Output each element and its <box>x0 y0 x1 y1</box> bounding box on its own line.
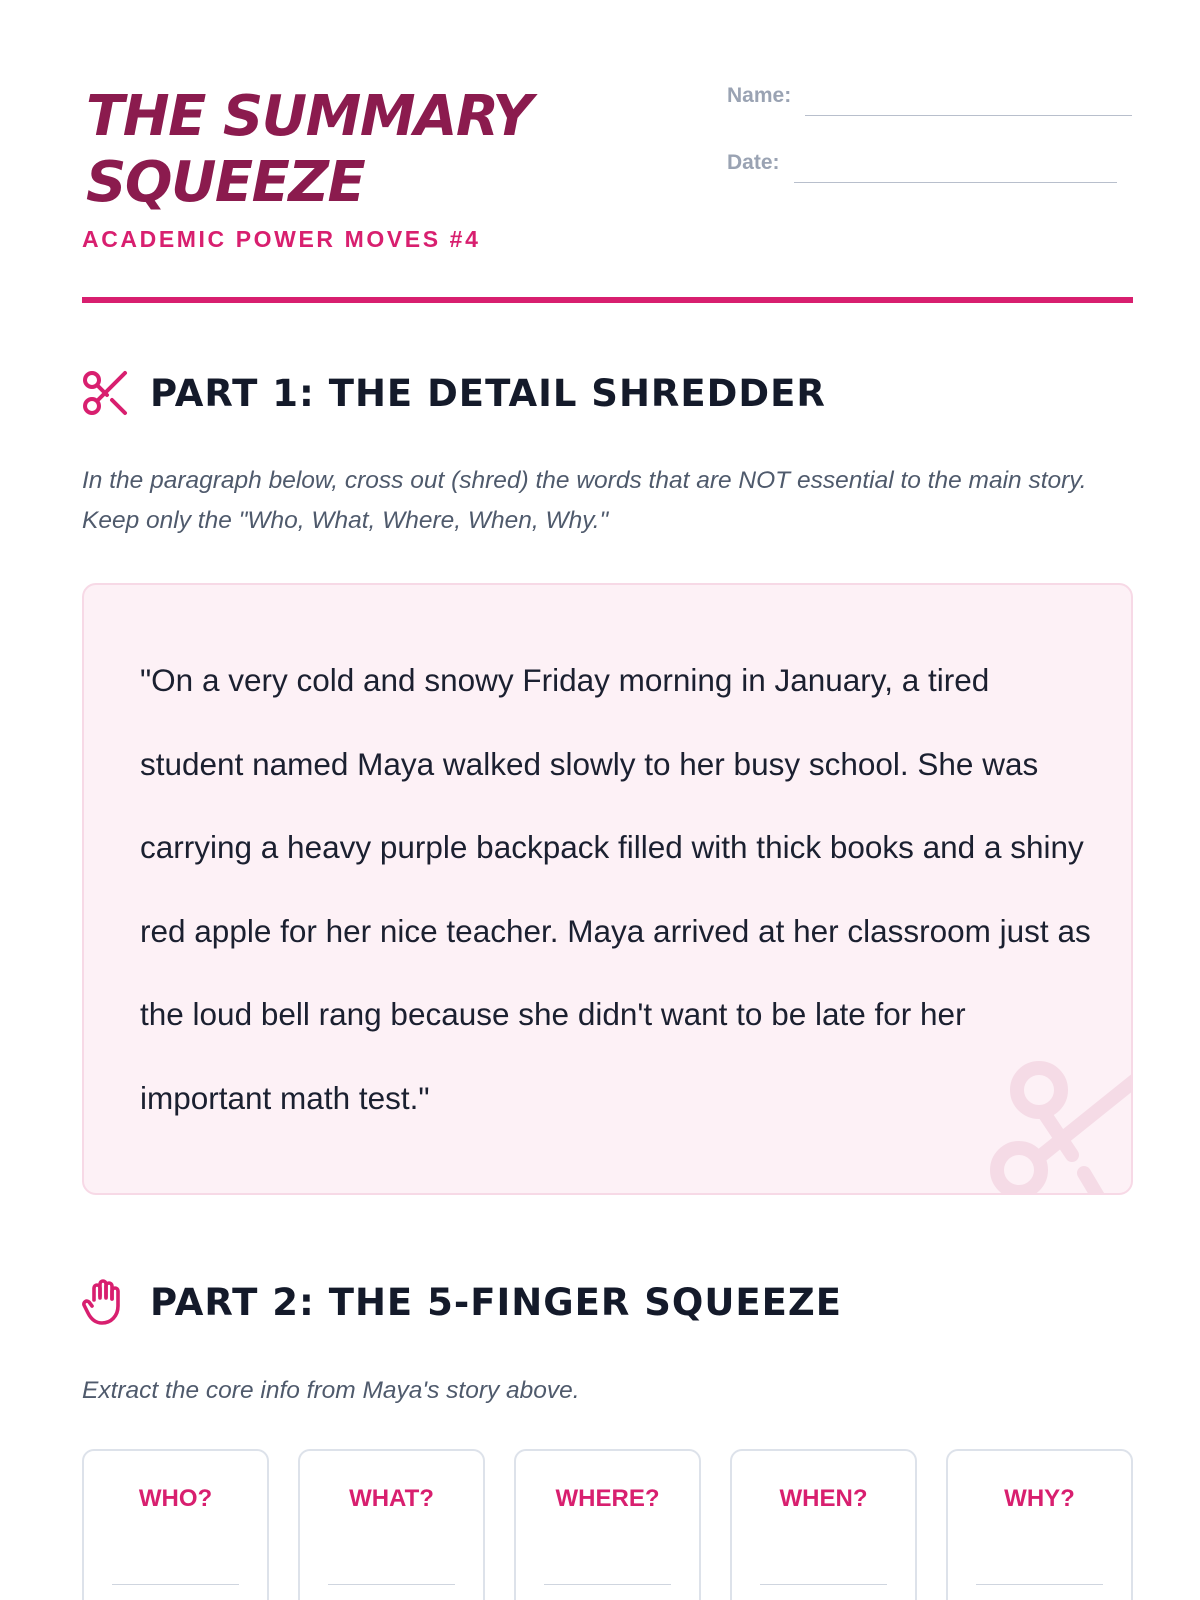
header-divider <box>82 297 1133 303</box>
card-why[interactable] <box>946 1449 1133 1600</box>
card-label: WHO? <box>138 1485 213 1512</box>
answer-line[interactable] <box>112 1584 239 1585</box>
name-line[interactable] <box>805 115 1132 116</box>
card-when[interactable] <box>730 1449 917 1600</box>
part2-heading: PART 2: THE 5-FINGER SQUEEZE <box>150 1280 843 1324</box>
card-label: WHY? <box>1004 1485 1075 1512</box>
date-line[interactable] <box>794 182 1117 183</box>
part2-header <box>82 1278 842 1326</box>
name-label: Name: <box>727 84 792 107</box>
part1-heading: PART 1: THE DETAIL SHREDDER <box>150 371 826 415</box>
scissors-icon <box>82 370 128 416</box>
page-title <box>86 84 706 216</box>
title-line-2: SQUEEZE <box>86 150 365 215</box>
part2-instructions: Extract the core info from Maya's story above. <box>82 1377 580 1404</box>
five-finger-cards <box>82 1449 1133 1600</box>
part1-instructions: In the paragraph below, cross out (shred) the words that are NOT essential to the main story. Keep only the "Who, What, Where, When, Why." <box>82 467 1087 534</box>
card-who[interactable] <box>82 1449 269 1600</box>
answer-line[interactable] <box>760 1584 887 1585</box>
scissors-watermark-icon <box>984 1055 1133 1195</box>
story-box <box>82 583 1133 1195</box>
story-paragraph[interactable]: "On a very cold and snowy Friday morning in January, a tired student named Maya walked slowly to her busy school. She was carrying a heavy purple backpack filled with thick books and a shiny red apple for her nice teacher. Maya arrived at her classroom just as the loud bell rang because she didn't want to be late for her important math test." <box>140 662 1091 1116</box>
answer-line[interactable] <box>328 1584 455 1585</box>
card-label: WHAT? <box>349 1485 434 1512</box>
worksheet-page <box>82 0 1133 1600</box>
date-field[interactable] <box>727 151 1117 175</box>
answer-line[interactable] <box>544 1584 671 1585</box>
hand-icon <box>82 1278 128 1326</box>
title-line-1: THE SUMMARY <box>86 84 532 149</box>
card-label: WHEN? <box>779 1485 868 1512</box>
card-where[interactable] <box>514 1449 701 1600</box>
card-label: WHERE? <box>555 1485 660 1512</box>
answer-line[interactable] <box>976 1584 1103 1585</box>
part1-header <box>82 370 826 416</box>
name-field[interactable] <box>727 84 1132 108</box>
date-label: Date: <box>727 151 780 174</box>
card-what[interactable] <box>298 1449 485 1600</box>
page-subtitle: ACADEMIC POWER MOVES #4 <box>82 226 481 252</box>
